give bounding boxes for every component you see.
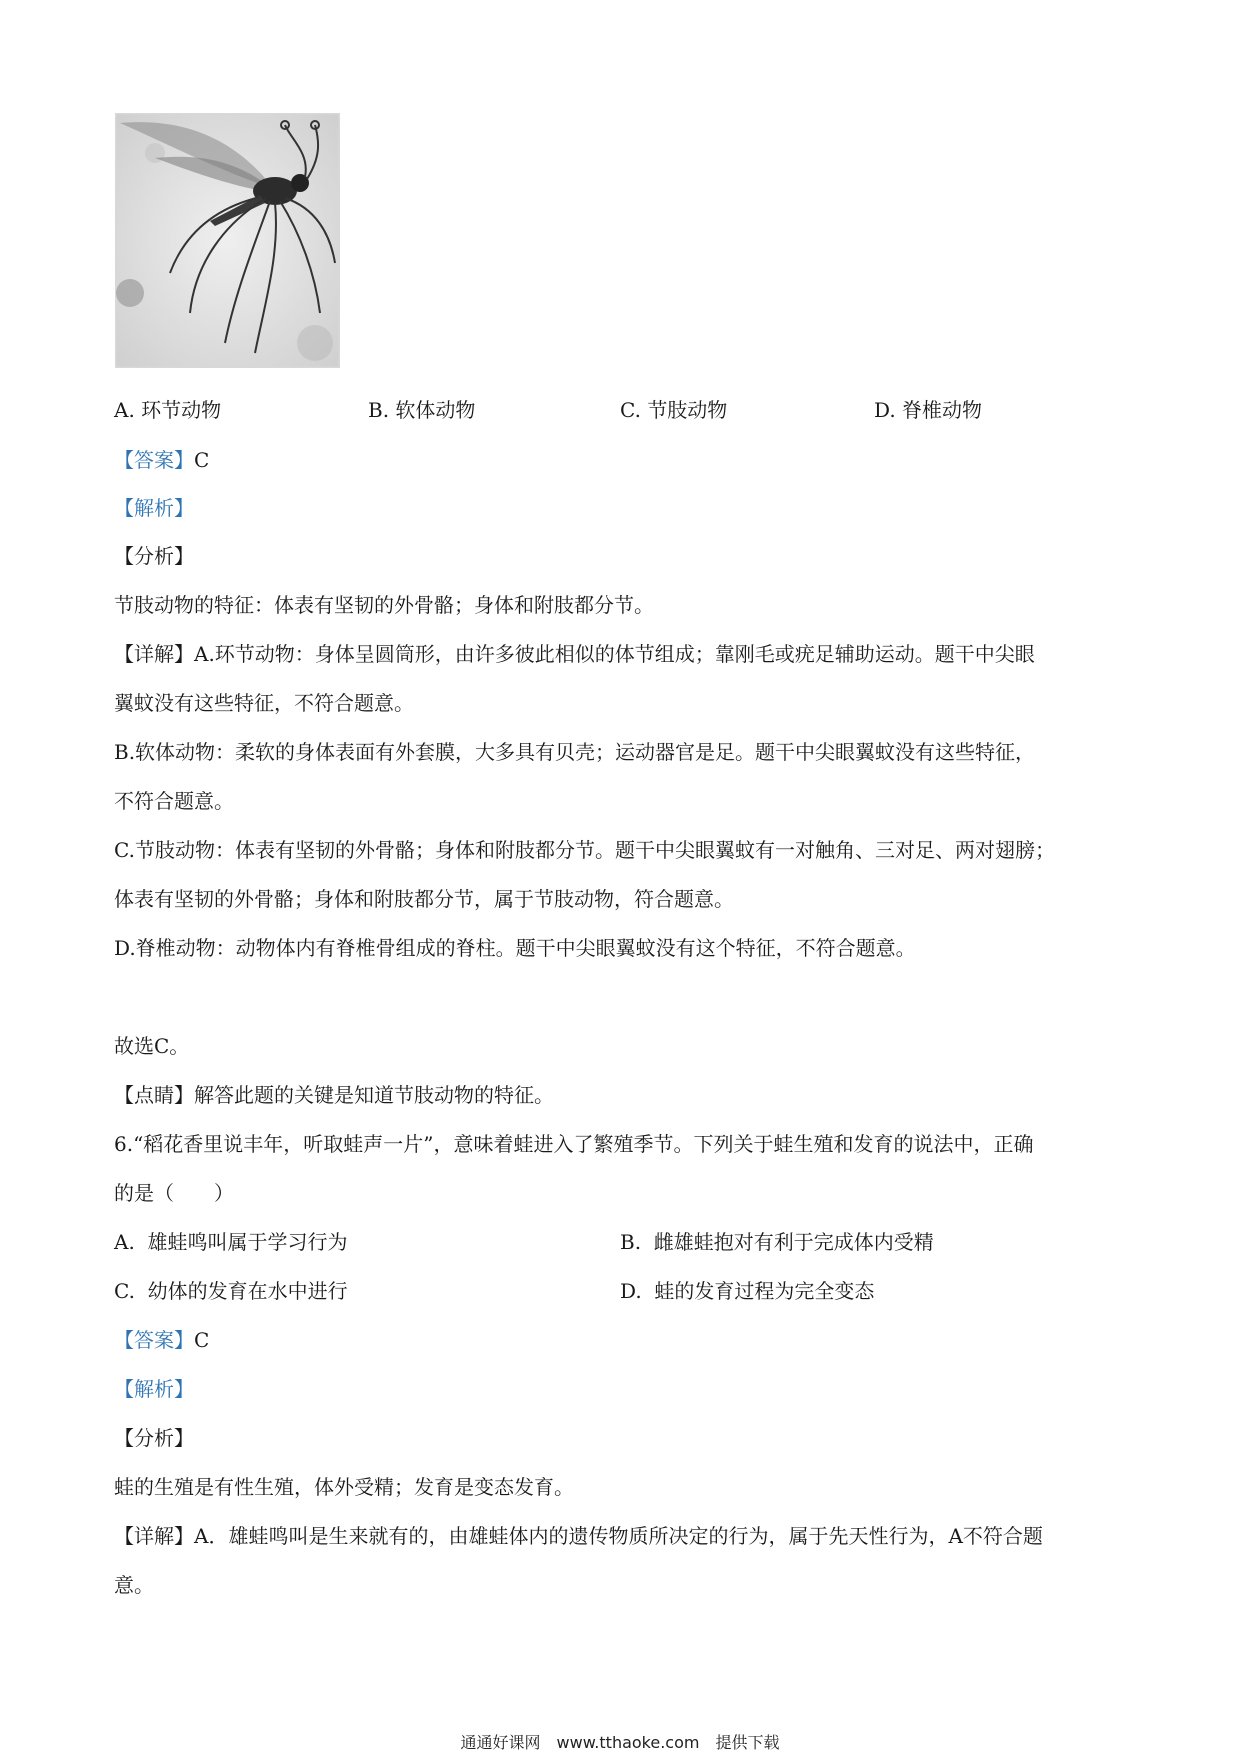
q6-analysis-tag: 【分析】 — [114, 1426, 194, 1450]
q6-detail-line: 【详解】A．雄蛙鸣叫是生来就有的，由雄蛙体内的遗传物质所决定的行为，属于先天性行为，A不符合题 — [114, 1524, 1043, 1548]
q6-stem: 6.“稻花香里说丰年，听取蛙声一片”，意味着蛙进入了繁殖季节。下列关于蛙生殖和发育的说法中，正确 — [114, 1132, 1034, 1156]
q5-detail-line: 不符合题意。 — [114, 789, 234, 813]
q5-explain-tag: 【解析】 — [114, 496, 194, 520]
q5-detail-line: 翼蚊没有这些特征，不符合题意。 — [114, 691, 414, 715]
q5-detail-line: B.软体动物：柔软的身体表面有外套膜，大多具有贝壳；运动器官是足。题干中尖眼翼蚊没有这些特征， — [114, 740, 1036, 764]
answer-tag: 【答案】 — [114, 448, 194, 472]
q6-explain-tag: 【解析】 — [114, 1377, 194, 1401]
q6-option-c: C. 幼体的发育在水中进行 — [114, 1279, 348, 1303]
q5-option-b: B. 软体动物 — [368, 398, 476, 422]
q6-answer: 【答案】C — [114, 1328, 210, 1352]
q5-detail-line: 体表有坚韧的外骨骼；身体和附肢都分节，属于节肢动物，符合题意。 — [114, 887, 734, 911]
q5-conclusion: 故选C。 — [114, 1034, 190, 1058]
q5-option-c: C. 节肢动物 — [620, 398, 728, 422]
q5-option-a: A. 环节动物 — [114, 398, 222, 422]
q6-option-d: D. 蛙的发育过程为完全变态 — [620, 1279, 875, 1303]
q6-analysis: 蛙的生殖是有性生殖，体外受精；发育是变态发育。 — [114, 1475, 574, 1499]
q6-stem: 的是（ ） — [114, 1181, 234, 1205]
q5-option-d: D. 脊椎动物 — [874, 398, 983, 422]
mosquito-photo-icon — [115, 113, 340, 368]
q6-option-a: A. 雄蛙鸣叫属于学习行为 — [114, 1230, 348, 1254]
q5-answer: 【答案】C — [114, 448, 210, 472]
q5-detail-line: 【详解】A.环节动物：身体呈圆筒形，由许多彼此相似的体节组成；靠刚毛或疣足辅助运动。题干中尖眼 — [114, 642, 1035, 666]
page-footer: 通通好课网 www.tthaoke.com 提供下载 — [460, 1733, 780, 1752]
q6-option-b: B. 雌雄蛙抱对有利于完成体内受精 — [620, 1230, 934, 1254]
q5-detail-line: C.节肢动物：体表有坚韧的外骨骼；身体和附肢都分节。题干中尖眼翼蚊有一对触角、三对足、两对翅膀； — [114, 838, 1055, 862]
q5-analysis: 节肢动物的特征：体表有坚韧的外骨骼；身体和附肢都分节。 — [114, 593, 654, 617]
q5-detail-line: D.脊椎动物：动物体内有脊椎骨组成的脊柱。题干中尖眼翼蚊没有这个特征，不符合题意。 — [114, 936, 916, 960]
answer-tag: 【答案】 — [114, 1328, 194, 1352]
q5-analysis-tag: 【分析】 — [114, 544, 194, 568]
q5-comment: 【点睛】解答此题的关键是知道节肢动物的特征。 — [114, 1083, 554, 1107]
q6-detail-line: 意。 — [114, 1573, 154, 1597]
